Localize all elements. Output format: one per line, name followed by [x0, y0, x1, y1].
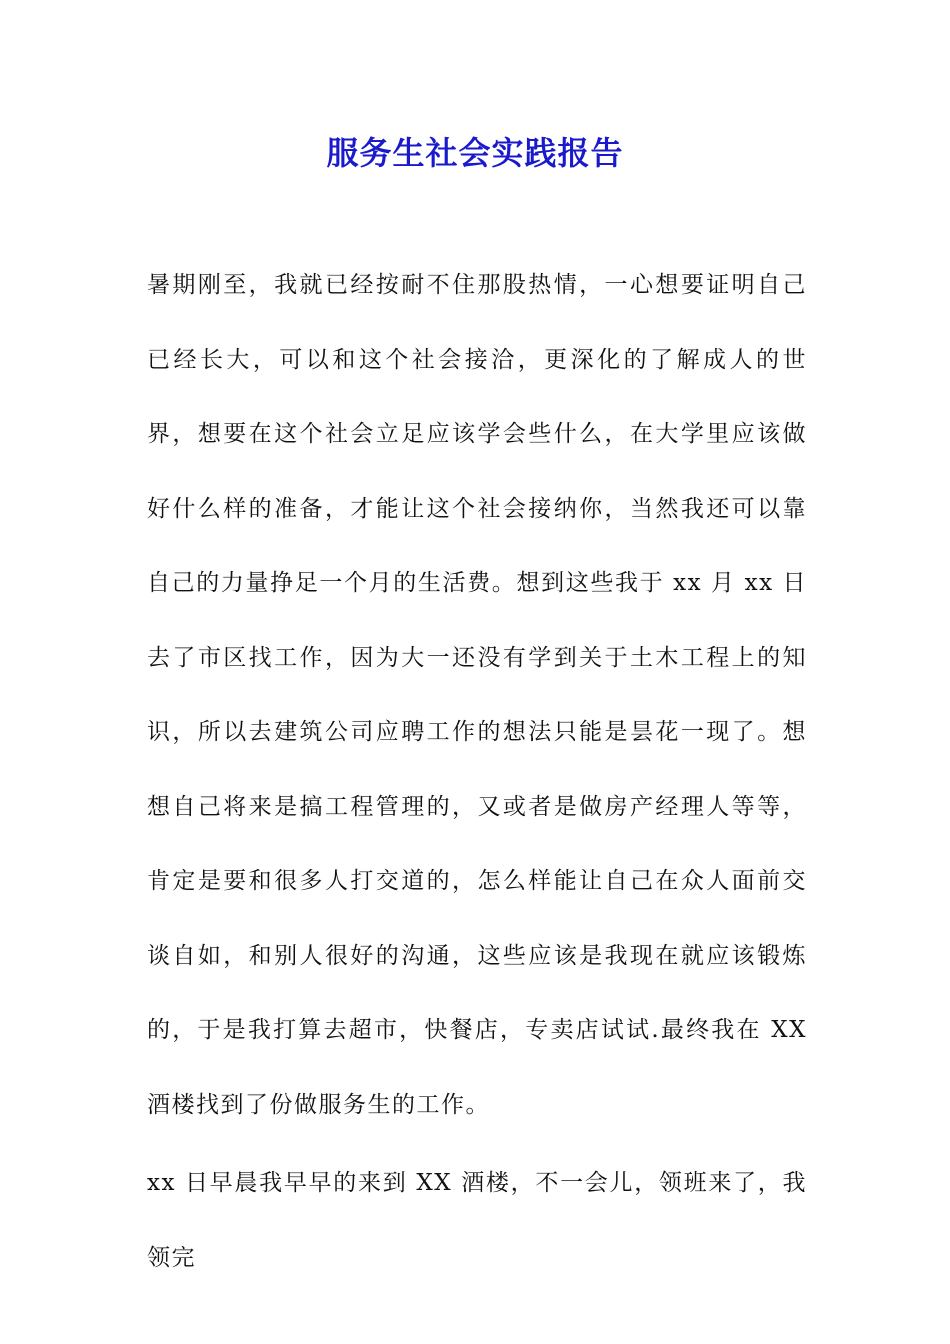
document-title: 服务生社会实践报告 [326, 134, 624, 172]
paragraph-2: xx 日早晨我早早的来到 XX 酒楼，不一会儿，领班来了，我领完 [147, 1170, 807, 1271]
paragraph-1: 暑期刚至，我就已经按耐不住那股热情，一心想要证明自己已经长大，可以和这个社会接洽，更深化的了解成人的世界，想要在这个社会立足应该学会些什么，在大学里应该做好什么样的准备，才能让这个社会接纳你，当然我还可以靠自己的力量挣足一个月的生活费。想到这些我于 xx 月 xx 日去了市区找工作，因为大一还没有学到关于土木工程上的知识，所以去建筑公司应聘工作的想法只能是昙花一现了。想想自己将来是搞工程管理的，又或者是做房产经理人等等，肯定是要和很多人打交道的，怎么样能让自己在众人面前交谈自如，和别人很好的沟通，这些应该是我现在就应该锻炼的，于是我打算去超市，快餐店，专卖店试试.最终我在 XX 酒楼找到了份做服务生的工作。 [147, 272, 807, 1118]
